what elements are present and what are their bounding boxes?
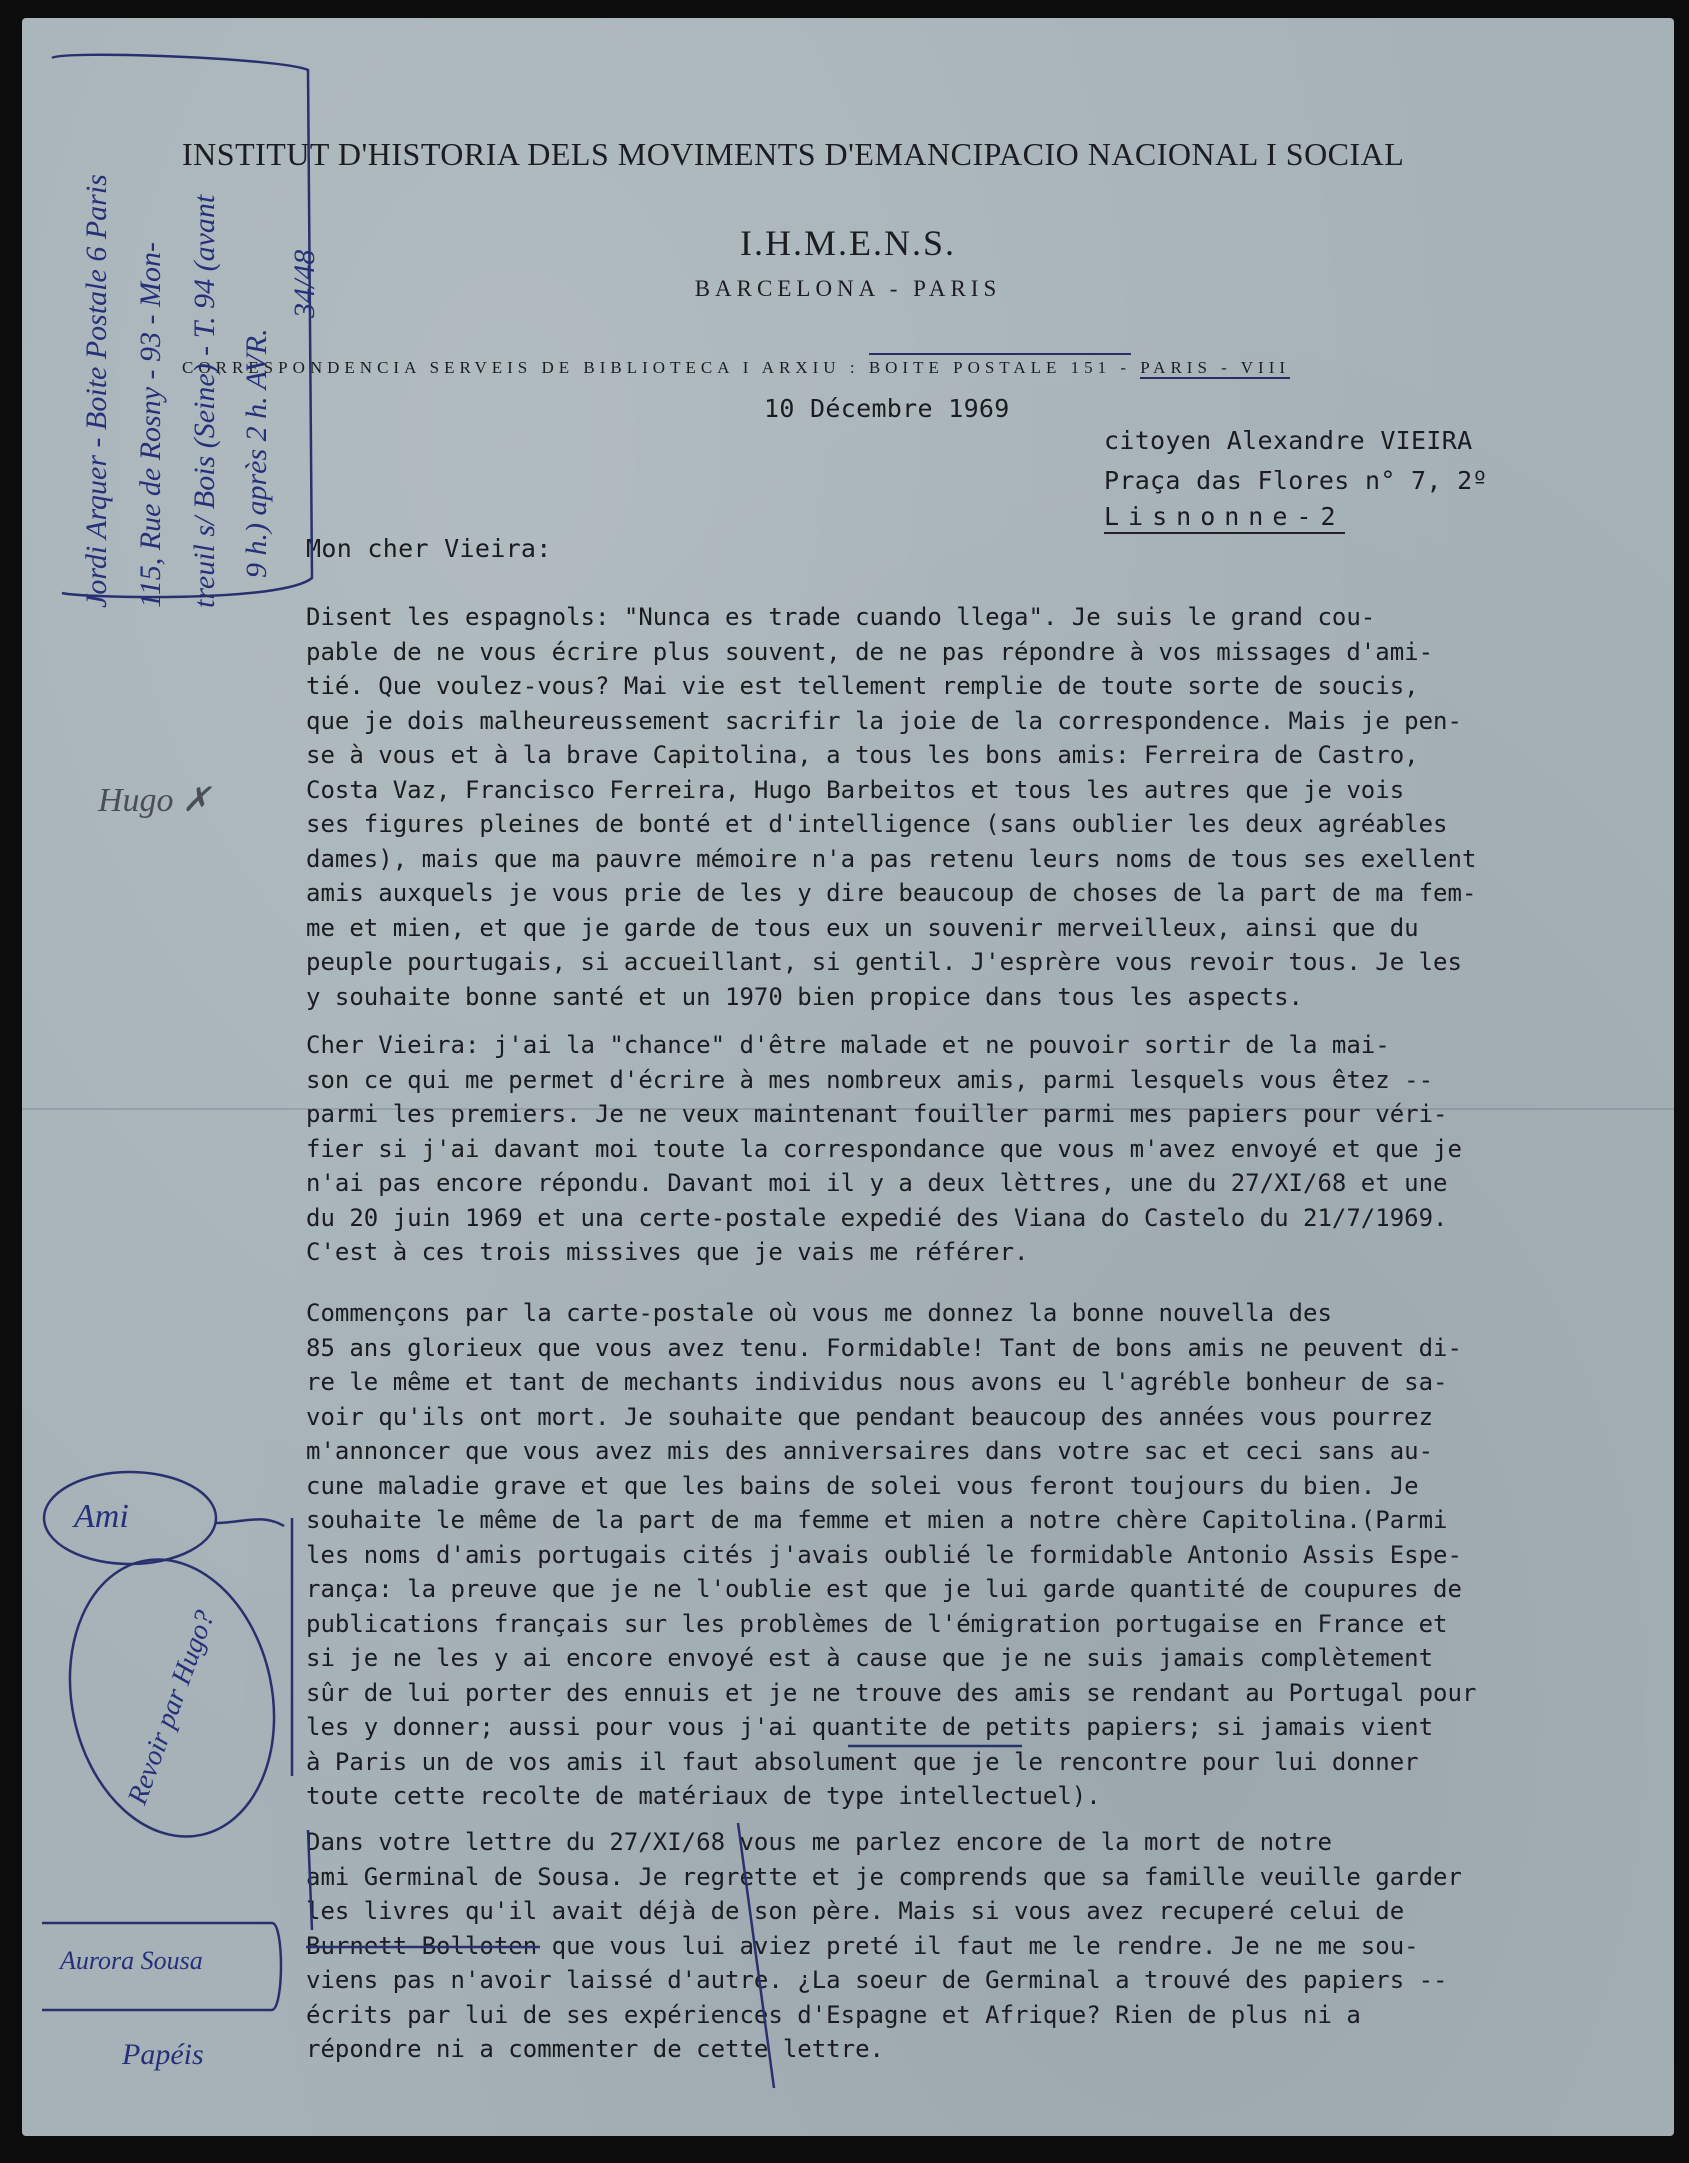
recipient-street: Praça das Flores n° 7, 2º xyxy=(1104,466,1488,495)
revoir-note: Revoir par Hugo? xyxy=(122,1606,221,1809)
margin-note-line: Jordi Arquer - Boite Postale 6 Paris xyxy=(80,174,113,608)
text-line: me et mien, et que je garde de tous eux un souvenir merveilleux, ainsi que du xyxy=(306,913,1419,942)
text-line: Cher Vieira: j'ai la "chance" d'être malade et ne pouvoir sortir de la mai- xyxy=(306,1031,1390,1059)
text-line: se à vous et à la brave Capitolina, a tous les bons amis: Ferreira de Castro, xyxy=(306,741,1419,769)
text-line: voir qu'ils ont mort. Je souhaite que pendant beaucoup des années vous pourrez xyxy=(306,1402,1434,1431)
postbox-city: PARIS - VIII xyxy=(1140,358,1291,377)
text-line: Disent les espagnols: "Nunca es trade cuando llega". Je suis le grand cou- xyxy=(306,603,1376,631)
margin-note-line: 115, Rue de Rosny - 93 - Mon- xyxy=(134,241,167,608)
ami-note: Ami xyxy=(74,1498,129,1535)
margin-note-line: treuil s/ Bois (Seine) - T. 94 (avant xyxy=(188,194,221,608)
text-line: pable de ne vous écrire plus souvent, de ne pas répondre à vos missages d'ami- xyxy=(306,637,1434,666)
text-line: Burnett Bolloten que vous lui aviez preté il faut me le rendre. Je ne me sou- xyxy=(306,1931,1419,1960)
text-line: Dans votre lettre du 27/XI/68 vous me parlez encore de la mort de notre xyxy=(306,1828,1332,1856)
germinal-line xyxy=(738,1823,774,2088)
text-line: écrits par lui de ses expériences d'Espagne et Afrique? Rien de plus ni a xyxy=(306,2000,1361,2029)
text-line: ami Germinal de Sousa. Je regrette et je comprends que sa famille veuille garder xyxy=(306,1862,1462,1891)
text-line: à Paris un de vos amis il faut absolument que je le rencontre pour lui donner xyxy=(306,1747,1419,1776)
text-line: amis auxquels je vous prie de les y dire beaucoup de choses de la part de ma fem- xyxy=(306,879,1477,907)
hugo-pencil-note: Hugo ✗ xyxy=(98,782,211,819)
text-line: publications français sur les problèmes de l'émigration portugaise en France et xyxy=(306,1609,1448,1638)
text-line: viens pas n'avoir laissé d'autre. ¿La soeur de Germinal a trouvé des papiers -- xyxy=(306,1966,1448,1994)
letter-sheet xyxy=(22,18,1674,2136)
text-line: peuple pourtugais, si accueillant, si gentil. J'esprère vous revoir tous. Je les xyxy=(306,948,1462,976)
services-label: CORRESPONDENCIA SERVEIS DE BIBLIOTECA I ARXIU : xyxy=(182,358,860,377)
text-line: si je ne les y ai encore envoyé est à cause que je ne suis jamais complètement xyxy=(306,1644,1434,1672)
text-line: Costa Vaz, Francisco Ferreira, Hugo Barbeitos et tous les autres que je vois xyxy=(306,775,1405,804)
text-line: m'annoncer que vous avez mis des anniversaires dans votre sac et ceci sans au- xyxy=(306,1437,1434,1465)
text-line: rança: la preuve que je ne l'oublie est que je lui garde quantité de coupures de xyxy=(306,1575,1462,1603)
text-line: parmi les premiers. Je ne veux maintenant fouiller parmi mes papiers pour véri- xyxy=(306,1100,1448,1128)
papeis-note: Papéis xyxy=(122,2038,204,2071)
text-line: n'ai pas encore répondu. Davant moi il y a deux lèttres, une du 27/XI/68 et une xyxy=(306,1169,1448,1197)
ami-connector xyxy=(216,1519,284,1526)
aurora-note: Aurora Sousa xyxy=(60,1946,203,1975)
margin-note-line: 34/48 xyxy=(288,249,321,318)
ami-circle xyxy=(44,1472,216,1564)
text-line: tié. Que voulez-vous? Mai vie est tellement remplie de toute sorte de soucis, xyxy=(306,672,1419,700)
text-line: que je dois malheureussement sacrifir la joie de la correspondence. Mais je pen- xyxy=(306,706,1462,735)
text-line: fier si j'ai davant moi toute la correspondance que vous m'avez envoyé et que je xyxy=(306,1134,1462,1163)
text-line: les y donner; aussi pour vous j'ai quantite de petits papiers; si jamais vient xyxy=(306,1713,1434,1741)
text-line: dames), mais que ma pauvre mémoire n'a pas retenu leurs noms de tous ses exellent xyxy=(306,844,1477,873)
text-line: sûr de lui porter des ennuis et je ne trouve des amis se rendant au Portugal pour xyxy=(306,1678,1477,1707)
text-line: re le même et tant de mechants individus nous avons eu l'agréble bonheur de sa- xyxy=(306,1368,1448,1396)
text-line: répondre ni a commenter de cette lettre. xyxy=(306,2035,884,2063)
postbox: BOITE POSTALE 151 - xyxy=(869,353,1131,377)
recipient-city: Lisnonne-2 xyxy=(1104,502,1345,534)
text-line: souhaite le même de la part de ma femme et mien a notre chère Capitolina.(Parmi xyxy=(306,1506,1448,1534)
text-line: les noms d'amis portugais cités j'avais oublié le formidable Antonio Assis Espe- xyxy=(306,1540,1462,1569)
text-line: toute cette recolte de matériaux de type intellectuel). xyxy=(306,1782,1101,1810)
institute-acronym: I.H.M.E.N.S. xyxy=(739,223,956,263)
aurora-box xyxy=(42,1923,281,2010)
p4-bracket xyxy=(308,1830,312,1930)
revoir-circle xyxy=(45,1540,299,1855)
text-line: C'est à ces trois missives que je vais me référer. xyxy=(306,1238,1029,1266)
text-line: Commençons par la carte-postale où vous me donnez la bonne nouvella des xyxy=(306,1299,1332,1327)
text-line: y souhaite bonne santé et un 1970 bien propice dans tous les aspects. xyxy=(306,982,1303,1011)
margin-note-bracket xyxy=(52,55,312,597)
recipient-name: citoyen Alexandre VIEIRA xyxy=(1104,426,1473,455)
text-line: cune maladie grave et que les bains de solei vous feront toujours du bien. Je xyxy=(306,1471,1419,1500)
pen-marks xyxy=(22,18,1674,2136)
institute-cities: BARCELONA - PARIS xyxy=(694,276,1002,301)
institute-name: INSTITUT D'HISTORIA DELS MOVIMENTS D'EMANCIPACIO NACIONAL I SOCIAL xyxy=(182,136,1405,172)
text-line: 85 ans glorieux que vous avez tenu. Formidable! Tant de bons amis ne peuvent di- xyxy=(306,1333,1462,1362)
text-line: les livres qu'il avait déjà de son père. Mais si vous avez recuperé celui de xyxy=(306,1897,1405,1925)
text-line: ses figures pleines de bonté et d'intelligence (sans oublier les deux agréables xyxy=(306,810,1448,838)
letter-date: 10 Décembre 1969 xyxy=(764,394,1010,423)
text-line: du 20 juin 1969 et una certe-postale expedié des Viana do Castelo du 21/7/1969. xyxy=(306,1203,1448,1232)
text-line: son ce qui me permet d'écrire à mes nombreux amis, parmi lesquels vous êtez -- xyxy=(306,1065,1434,1094)
salutation: Mon cher Vieira: xyxy=(306,534,552,563)
margin-note-line: 9 h.) après 2 h. AVR. xyxy=(240,328,273,578)
